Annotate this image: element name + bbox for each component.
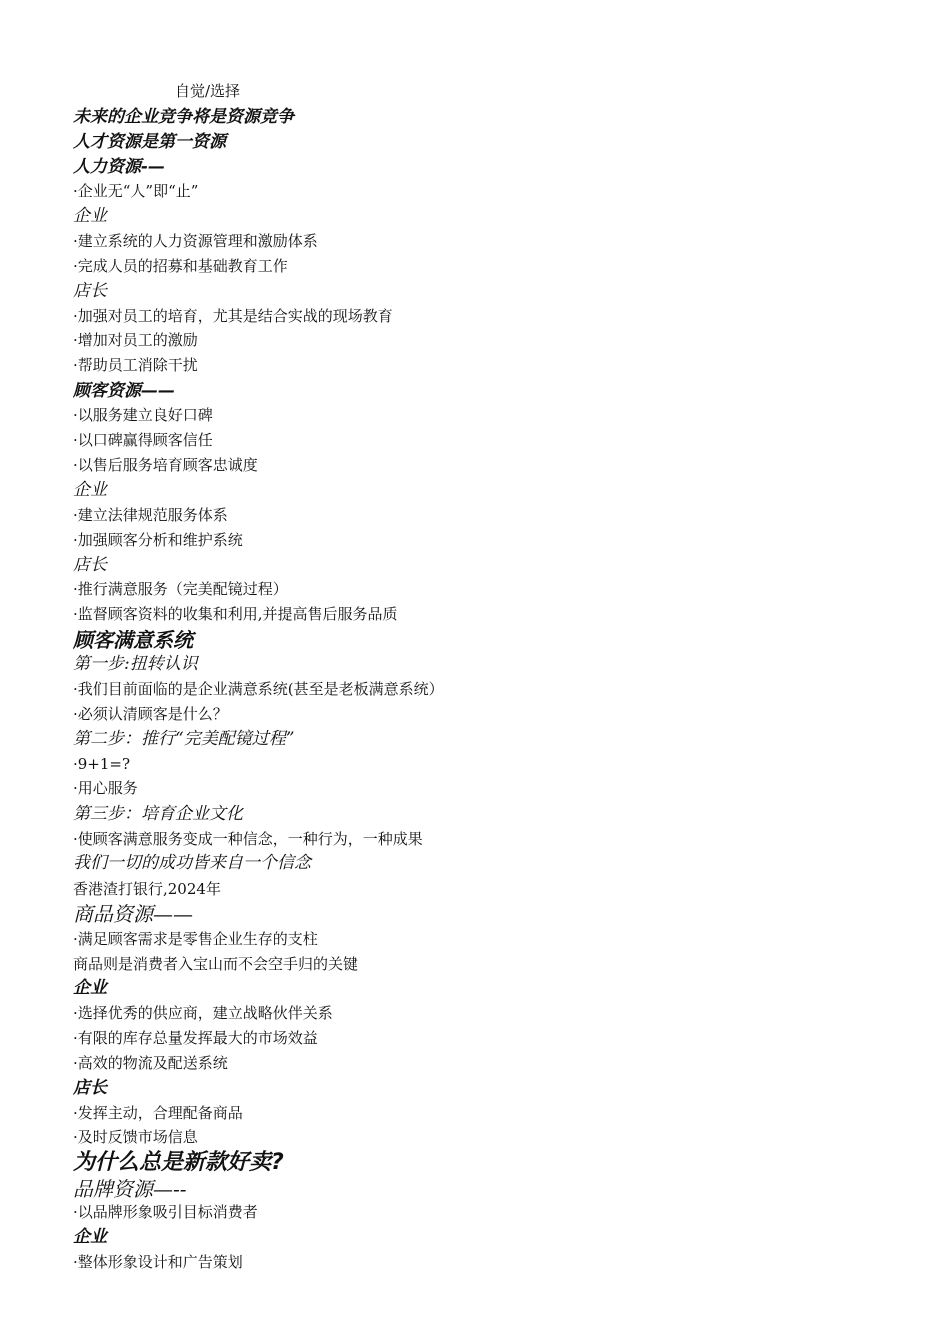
bullet-item: ·高效的物流及配送系统: [73, 1054, 228, 1072]
section-heading: 人才资源是第一资源: [73, 132, 226, 152]
role-heading: 企业: [73, 978, 107, 998]
bullet-item: ·建立系统的人力资源管理和激励体系: [73, 232, 318, 250]
section-heading: 商品资源——: [73, 902, 193, 926]
bullet-item: ·必须认清顾客是什么？: [73, 705, 228, 723]
step-heading: 第一步:扭转认识: [73, 654, 198, 674]
bullet-item: ·增加对员工的激励: [73, 331, 198, 349]
section-heading: 品牌资源—--: [73, 1177, 187, 1201]
bullet-item: ·9+1=?: [73, 755, 131, 773]
section-heading: 顾客资源——: [73, 381, 175, 401]
quote-line: 我们一切的成功皆来自一个信念: [73, 853, 311, 873]
bullet-item: ·加强对员工的培育，尤其是结合实战的现场教育: [73, 307, 393, 325]
role-heading: 店长: [73, 555, 107, 575]
bullet-item: ·有限的库存总量发挥最大的市场效益: [73, 1029, 318, 1047]
bullet-item: ·企业无“人”即“止”: [73, 182, 199, 200]
step-heading: 第三步：培育企业文化: [73, 804, 243, 824]
top-label: 自觉/选择: [175, 82, 241, 100]
bullet-item: ·满足顾客需求是零售企业生存的支柱: [73, 930, 318, 948]
bullet-item: ·用心服务: [73, 779, 138, 797]
role-heading: 店长: [73, 1078, 107, 1098]
bullet-item: ·以口碑赢得顾客信任: [73, 431, 213, 449]
step-heading: 第二步：推行“完美配镜过程”: [73, 729, 295, 749]
bullet-item: ·发挥主动，合理配备商品: [73, 1104, 243, 1122]
bullet-item: ·以品牌形象吸引目标消费者: [73, 1203, 258, 1221]
bullet-item: ·使顾客满意服务变成一种信念，一种行为，一种成果: [73, 830, 423, 848]
bullet-item: ·完成人员的招募和基础教育工作: [73, 257, 288, 275]
source-line: 香港渣打银行,2024年: [73, 880, 221, 898]
bullet-item: ·及时反馈市场信息: [73, 1128, 198, 1146]
bullet-item: ·整体形象设计和广告策划: [73, 1253, 243, 1271]
bullet-item: ·建立法律规范服务体系: [73, 506, 228, 524]
bullet-item: ·推行满意服务（完美配镜过程）: [73, 580, 288, 598]
section-heading: 顾客满意系统: [73, 628, 193, 652]
role-heading: 企业: [73, 206, 107, 226]
role-heading: 店长: [73, 281, 107, 301]
bullet-item: ·以售后服务培育顾客忠诚度: [73, 456, 258, 474]
section-heading: 为什么总是新款好卖?: [73, 1150, 284, 1175]
bullet-item: ·监督顾客资料的收集和利用,并提高售后服务品质: [73, 605, 398, 623]
role-heading: 企业: [73, 1227, 107, 1247]
bullet-item: ·加强顾客分析和维护系统: [73, 531, 243, 549]
bullet-item: ·帮助员工消除干扰: [73, 356, 198, 374]
section-heading: 人力资源-—: [73, 157, 166, 177]
bullet-item: ·以服务建立良好口碑: [73, 406, 213, 424]
section-heading: 未来的企业竞争将是资源竞争: [73, 107, 294, 127]
role-heading: 企业: [73, 480, 107, 500]
bullet-item: ·我们目前面临的是企业满意系统(甚至是老板满意系统）: [73, 680, 444, 698]
text-line: 商品则是消费者入宝山而不会空手归的关键: [73, 955, 359, 973]
bullet-item: ·选择优秀的供应商，建立战略伙伴关系: [73, 1004, 333, 1022]
